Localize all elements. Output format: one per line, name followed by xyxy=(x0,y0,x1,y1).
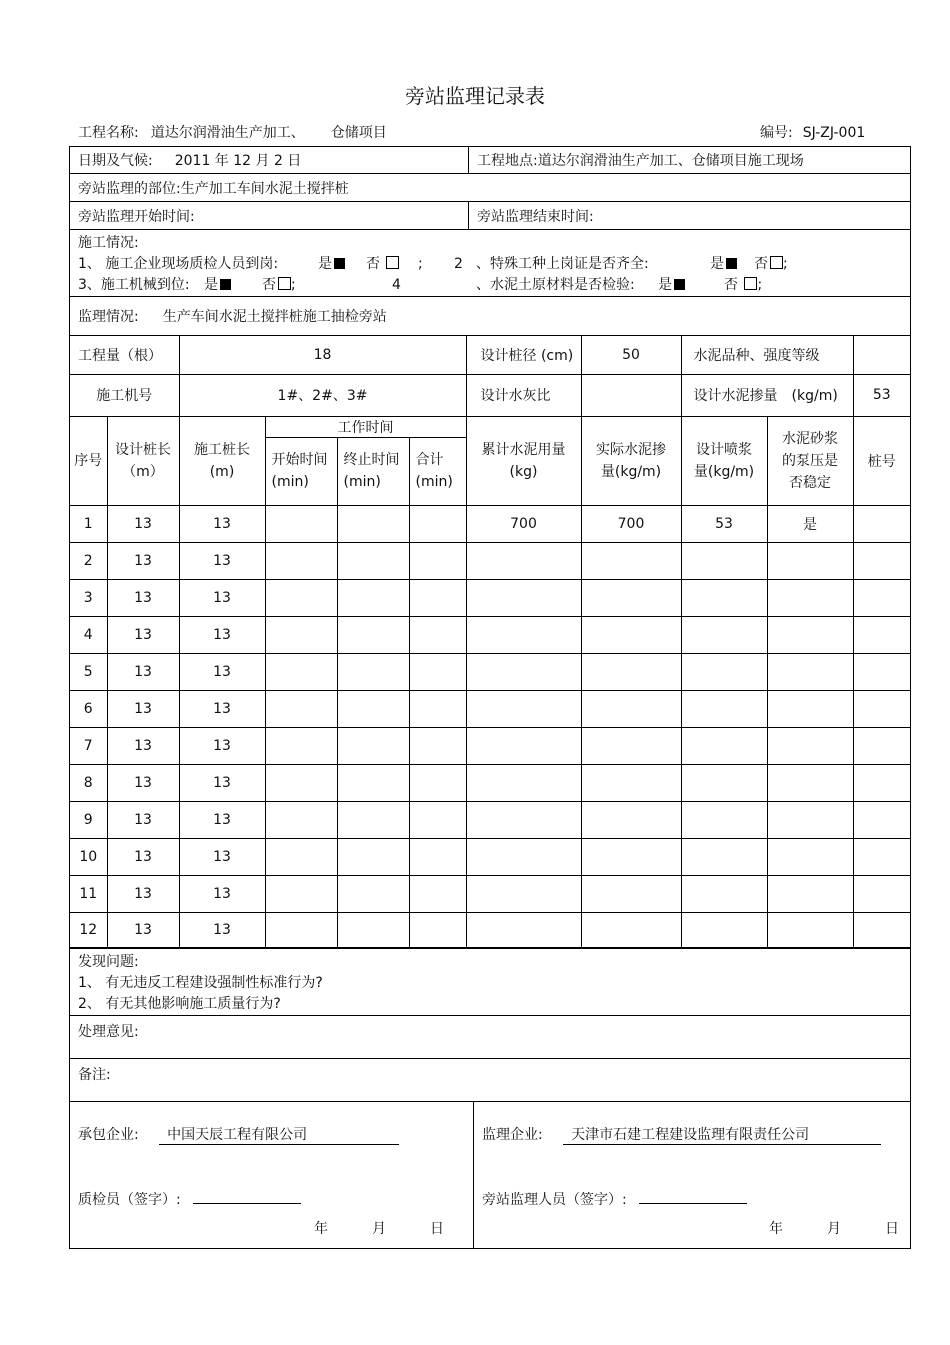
cell-cum-cement xyxy=(466,912,581,947)
construction-label: 施工情况: xyxy=(78,235,139,251)
part-value: 生产加工车间水泥土搅拌桩 xyxy=(180,180,349,197)
contractor-block: 承包企业: 中国天辰工程有限公司 质检员（签字）: 年 月 日 xyxy=(70,1102,473,1248)
cell-actual-dosage xyxy=(581,838,681,875)
cell-start xyxy=(265,505,337,542)
machine-value: 1#、2#、3# xyxy=(179,374,466,416)
header-row-1 xyxy=(70,416,910,437)
cell-cum-cement: 700 xyxy=(466,505,581,542)
cell-cum-cement xyxy=(466,579,581,616)
table-row xyxy=(70,505,910,542)
table-row xyxy=(70,579,910,616)
cell-actual-dosage xyxy=(581,616,681,653)
cell-start xyxy=(265,912,337,947)
code-value: SJ-ZJ-001 xyxy=(802,125,866,141)
cell-actual-dosage xyxy=(581,579,681,616)
checked-box-icon xyxy=(220,279,231,290)
cell-start xyxy=(265,616,337,653)
supervisor-block: 监理企业: 天津市石建工程建设监理有限责任公司 旁站监理人员（签字）: 年 月 日 xyxy=(473,1102,910,1248)
contractor-value: 中国天辰工程有限公司 xyxy=(167,1126,308,1143)
cell-actual-dosage xyxy=(581,764,681,801)
table-row xyxy=(70,542,910,579)
checked-box-icon xyxy=(726,258,737,269)
col-seq: 序号 xyxy=(70,416,107,505)
code-label: 编号: xyxy=(760,125,793,141)
cell-pump-stable xyxy=(767,875,853,912)
table-row xyxy=(70,764,910,801)
remarks-label: 备注: xyxy=(78,1066,111,1083)
cell-build-len: 13 xyxy=(179,579,265,616)
cell-actual-dosage xyxy=(581,875,681,912)
cell-design-len: 13 xyxy=(107,579,179,616)
issue-1: 1、 有无违反工程建设强制性标准行为? xyxy=(78,974,323,991)
cell-total xyxy=(409,838,466,875)
cell-design-len: 13 xyxy=(107,801,179,838)
empty-box-icon xyxy=(744,277,757,290)
cell-end xyxy=(337,505,409,542)
pile-table-row xyxy=(70,336,910,949)
cell-seq: 8 xyxy=(70,764,107,801)
cell-cum-cement xyxy=(466,616,581,653)
cell-pump-stable xyxy=(767,579,853,616)
cell-start xyxy=(265,542,337,579)
cell-start xyxy=(265,801,337,838)
table-row xyxy=(70,838,910,875)
cell-cum-cement xyxy=(466,875,581,912)
contractor-date: 年 月 日 xyxy=(314,1220,444,1237)
cell-build-len: 13 xyxy=(179,616,265,653)
dosage-value: 53 xyxy=(853,374,910,416)
cell-total xyxy=(409,875,466,912)
cell-end xyxy=(337,579,409,616)
cell-design-spray xyxy=(681,616,767,653)
cell-total xyxy=(409,912,466,947)
table-row xyxy=(70,653,910,690)
cell-design-spray xyxy=(681,838,767,875)
construction-row: 施工情况: 1、 施工企业现场质检人员到岗: 是 否 ; 2 、特殊工种上岗证是否齐全: 是 否 ; 3、施工机械到位: 是 否 ; 4 、水泥土原材料是否检验: 是 否 ; xyxy=(70,230,910,297)
cell-pump-stable xyxy=(767,616,853,653)
issues-row xyxy=(70,949,910,1016)
cell-pile-no xyxy=(853,542,910,579)
cell-start xyxy=(265,727,337,764)
cell-design-len: 13 xyxy=(107,838,179,875)
cell-pile-no xyxy=(853,875,910,912)
wc-ratio-value xyxy=(581,374,681,416)
cell-design-len: 13 xyxy=(107,764,179,801)
remarks-row xyxy=(70,1059,910,1102)
cell-end xyxy=(337,653,409,690)
cell-total xyxy=(409,653,466,690)
cell-start xyxy=(265,690,337,727)
checked-box-icon xyxy=(334,258,345,269)
cell-total xyxy=(409,505,466,542)
cell-actual-dosage xyxy=(581,653,681,690)
date-location-row xyxy=(70,147,910,174)
pile-table xyxy=(70,336,910,948)
supervision-row: 监理情况: 生产车间水泥土搅拌桩施工抽检旁站 xyxy=(70,297,910,336)
cell-end xyxy=(337,838,409,875)
cell-pile-no xyxy=(853,764,910,801)
cell-cum-cement xyxy=(466,764,581,801)
cell-build-len: 13 xyxy=(179,542,265,579)
project-value: 道达尔润滑油生产加工、 xyxy=(150,125,305,141)
issue-2: 2、 有无其他影响施工质量行为? xyxy=(78,995,281,1012)
cell-end xyxy=(337,542,409,579)
cell-cum-cement xyxy=(466,801,581,838)
cell-end xyxy=(337,912,409,947)
cell-total xyxy=(409,579,466,616)
col-design-len: 设计桩长（m） xyxy=(107,416,179,505)
cell-end xyxy=(337,727,409,764)
empty-box-icon xyxy=(278,277,291,290)
table-row xyxy=(70,616,910,653)
table-row xyxy=(70,801,910,838)
cell-seq: 12 xyxy=(70,912,107,947)
cell-build-len: 13 xyxy=(179,505,265,542)
cell-actual-dosage xyxy=(581,801,681,838)
cell-seq: 10 xyxy=(70,838,107,875)
cell-start xyxy=(265,875,337,912)
table-row xyxy=(70,912,910,947)
cell-end xyxy=(337,875,409,912)
date-value: 2011 年 12 月 2 日 xyxy=(174,153,302,169)
col-end: 终止时间(min) xyxy=(337,437,409,505)
col-total: 合计(min) xyxy=(409,437,466,505)
cell-pile-no xyxy=(853,838,910,875)
cell-design-len: 13 xyxy=(107,875,179,912)
cell-design-spray xyxy=(681,727,767,764)
cell-actual-dosage xyxy=(581,690,681,727)
cell-start xyxy=(265,838,337,875)
cell-design-spray xyxy=(681,875,767,912)
cell-pile-no xyxy=(853,912,910,947)
cell-seq: 6 xyxy=(70,690,107,727)
cell-seq: 1 xyxy=(70,505,107,542)
cell-pump-stable xyxy=(767,838,853,875)
cell-design-spray xyxy=(681,801,767,838)
col-start: 开始时间(min) xyxy=(265,437,337,505)
supervisor-date: 年 月 日 xyxy=(769,1220,899,1237)
cell-cum-cement xyxy=(466,653,581,690)
col-pile-no: 桩号 xyxy=(853,416,910,505)
col-build-len: 施工桩长(m) xyxy=(179,416,265,505)
cell-build-len: 13 xyxy=(179,875,265,912)
cell-build-len: 13 xyxy=(179,727,265,764)
part-row: 旁站监理的部位: 生产加工车间水泥土搅拌桩 xyxy=(70,174,910,202)
cell-actual-dosage xyxy=(581,727,681,764)
diam-value: 50 xyxy=(581,336,681,374)
cell-pile-no xyxy=(853,616,910,653)
project-value-2: 仓储项目 xyxy=(330,125,387,141)
cell-end xyxy=(337,690,409,727)
empty-box-icon xyxy=(386,256,399,269)
opinion-label: 处理意见: xyxy=(78,1023,139,1040)
cell-design-spray: 53 xyxy=(681,505,767,542)
col-work-time: 工作时间 xyxy=(265,416,466,437)
cell-pump-stable xyxy=(767,727,853,764)
form-code xyxy=(760,122,865,142)
supervisor-value: 天津市石建工程建设监理有限责任公司 xyxy=(571,1126,810,1143)
cell-build-len: 13 xyxy=(179,838,265,875)
cell-pile-no xyxy=(853,690,910,727)
cell-pump-stable: 是 xyxy=(767,505,853,542)
summary-row-1: 工程量（根） 18 设计桩径 (cm) 50 水泥品种、强度等级 xyxy=(70,336,910,374)
cell-design-spray xyxy=(681,912,767,947)
cell-actual-dosage xyxy=(581,912,681,947)
page-title: 旁站监理记录表 xyxy=(405,84,545,108)
cell-total xyxy=(409,764,466,801)
cell-design-len: 13 xyxy=(107,542,179,579)
cell-start xyxy=(265,764,337,801)
cell-seq: 9 xyxy=(70,801,107,838)
cell-actual-dosage: 700 xyxy=(581,505,681,542)
qty-value: 18 xyxy=(179,336,466,374)
cell-design-len: 13 xyxy=(107,727,179,764)
cell-total xyxy=(409,690,466,727)
cell-actual-dosage xyxy=(581,542,681,579)
table-row xyxy=(70,727,910,764)
cell-design-spray xyxy=(681,653,767,690)
cell-total xyxy=(409,616,466,653)
cell-cum-cement xyxy=(466,542,581,579)
cell-build-len: 13 xyxy=(179,653,265,690)
opinion-row xyxy=(70,1016,910,1059)
col-actual-dosage: 实际水泥掺量(kg/m) xyxy=(581,416,681,505)
supervision-value: 生产车间水泥土搅拌桩施工抽检旁站 xyxy=(162,309,387,325)
col-design-spray: 设计喷浆量(kg/m) xyxy=(681,416,767,505)
cell-pile-no xyxy=(853,801,910,838)
cell-design-len: 13 xyxy=(107,690,179,727)
cell-start xyxy=(265,579,337,616)
cell-pile-no xyxy=(853,653,910,690)
cell-design-spray xyxy=(681,542,767,579)
cell-pile-no xyxy=(853,505,910,542)
cell-end xyxy=(337,616,409,653)
col-cum-cement: 累计水泥用量(kg) xyxy=(466,416,581,505)
cell-design-len: 13 xyxy=(107,653,179,690)
end-time-cell: 旁站监理结束时间: xyxy=(468,202,910,229)
cell-build-len: 13 xyxy=(179,764,265,801)
cell-cum-cement xyxy=(466,838,581,875)
start-time-cell: 旁站监理开始时间: xyxy=(78,208,195,225)
cell-cum-cement xyxy=(466,690,581,727)
project-label: 工程名称: xyxy=(78,125,139,141)
col-pump-stable: 水泥砂浆的泵压是否稳定 xyxy=(767,416,853,505)
cell-total xyxy=(409,727,466,764)
summary-row-2: 施工机号 1#、2#、3# 设计水灰比 设计水泥掺量 (kg/m) 53 xyxy=(70,374,910,416)
cell-seq: 7 xyxy=(70,727,107,764)
cell-design-len: 13 xyxy=(107,505,179,542)
cell-pump-stable xyxy=(767,690,853,727)
cell-build-len: 13 xyxy=(179,801,265,838)
cell-seq: 4 xyxy=(70,616,107,653)
table-row xyxy=(70,690,910,727)
checked-box-icon xyxy=(674,279,685,290)
cell-seq: 3 xyxy=(70,579,107,616)
cell-design-spray xyxy=(681,579,767,616)
cell-build-len: 13 xyxy=(179,912,265,947)
cell-pump-stable xyxy=(767,764,853,801)
table-row xyxy=(70,875,910,912)
qc-signature-field[interactable] xyxy=(193,1186,301,1204)
cell-pump-stable xyxy=(767,653,853,690)
cell-total xyxy=(409,542,466,579)
location-value: 道达尔润滑油生产加工、仓储项目施工现场 xyxy=(537,153,804,169)
cell-cum-cement xyxy=(466,727,581,764)
cell-pump-stable xyxy=(767,542,853,579)
empty-box-icon xyxy=(770,256,783,269)
project-name xyxy=(78,122,387,142)
date-cell: 日期及气候: 2011 年 12 月 2 日 xyxy=(70,147,468,173)
cell-pile-no xyxy=(853,727,910,764)
cell-end xyxy=(337,801,409,838)
location-cell: 工程地点: 道达尔润滑油生产加工、仓储项目施工现场 xyxy=(468,147,910,173)
table-body xyxy=(70,505,910,947)
issues-label: 发现问题: xyxy=(78,953,139,970)
cell-design-spray xyxy=(681,690,767,727)
cell-end xyxy=(337,764,409,801)
record-form xyxy=(69,146,911,1249)
cell-seq: 11 xyxy=(70,875,107,912)
time-row xyxy=(70,202,910,230)
signature-row xyxy=(70,1102,910,1248)
cell-seq: 5 xyxy=(70,653,107,690)
cell-design-len: 13 xyxy=(107,616,179,653)
cell-seq: 2 xyxy=(70,542,107,579)
cell-pump-stable xyxy=(767,912,853,947)
cell-total xyxy=(409,801,466,838)
cement-grade-value xyxy=(853,336,910,374)
cell-design-len: 13 xyxy=(107,912,179,947)
cell-pile-no xyxy=(853,579,910,616)
inspector-signature-field[interactable] xyxy=(639,1186,747,1204)
cell-start xyxy=(265,653,337,690)
cell-design-spray xyxy=(681,764,767,801)
cell-pump-stable xyxy=(767,801,853,838)
cell-build-len: 13 xyxy=(179,690,265,727)
